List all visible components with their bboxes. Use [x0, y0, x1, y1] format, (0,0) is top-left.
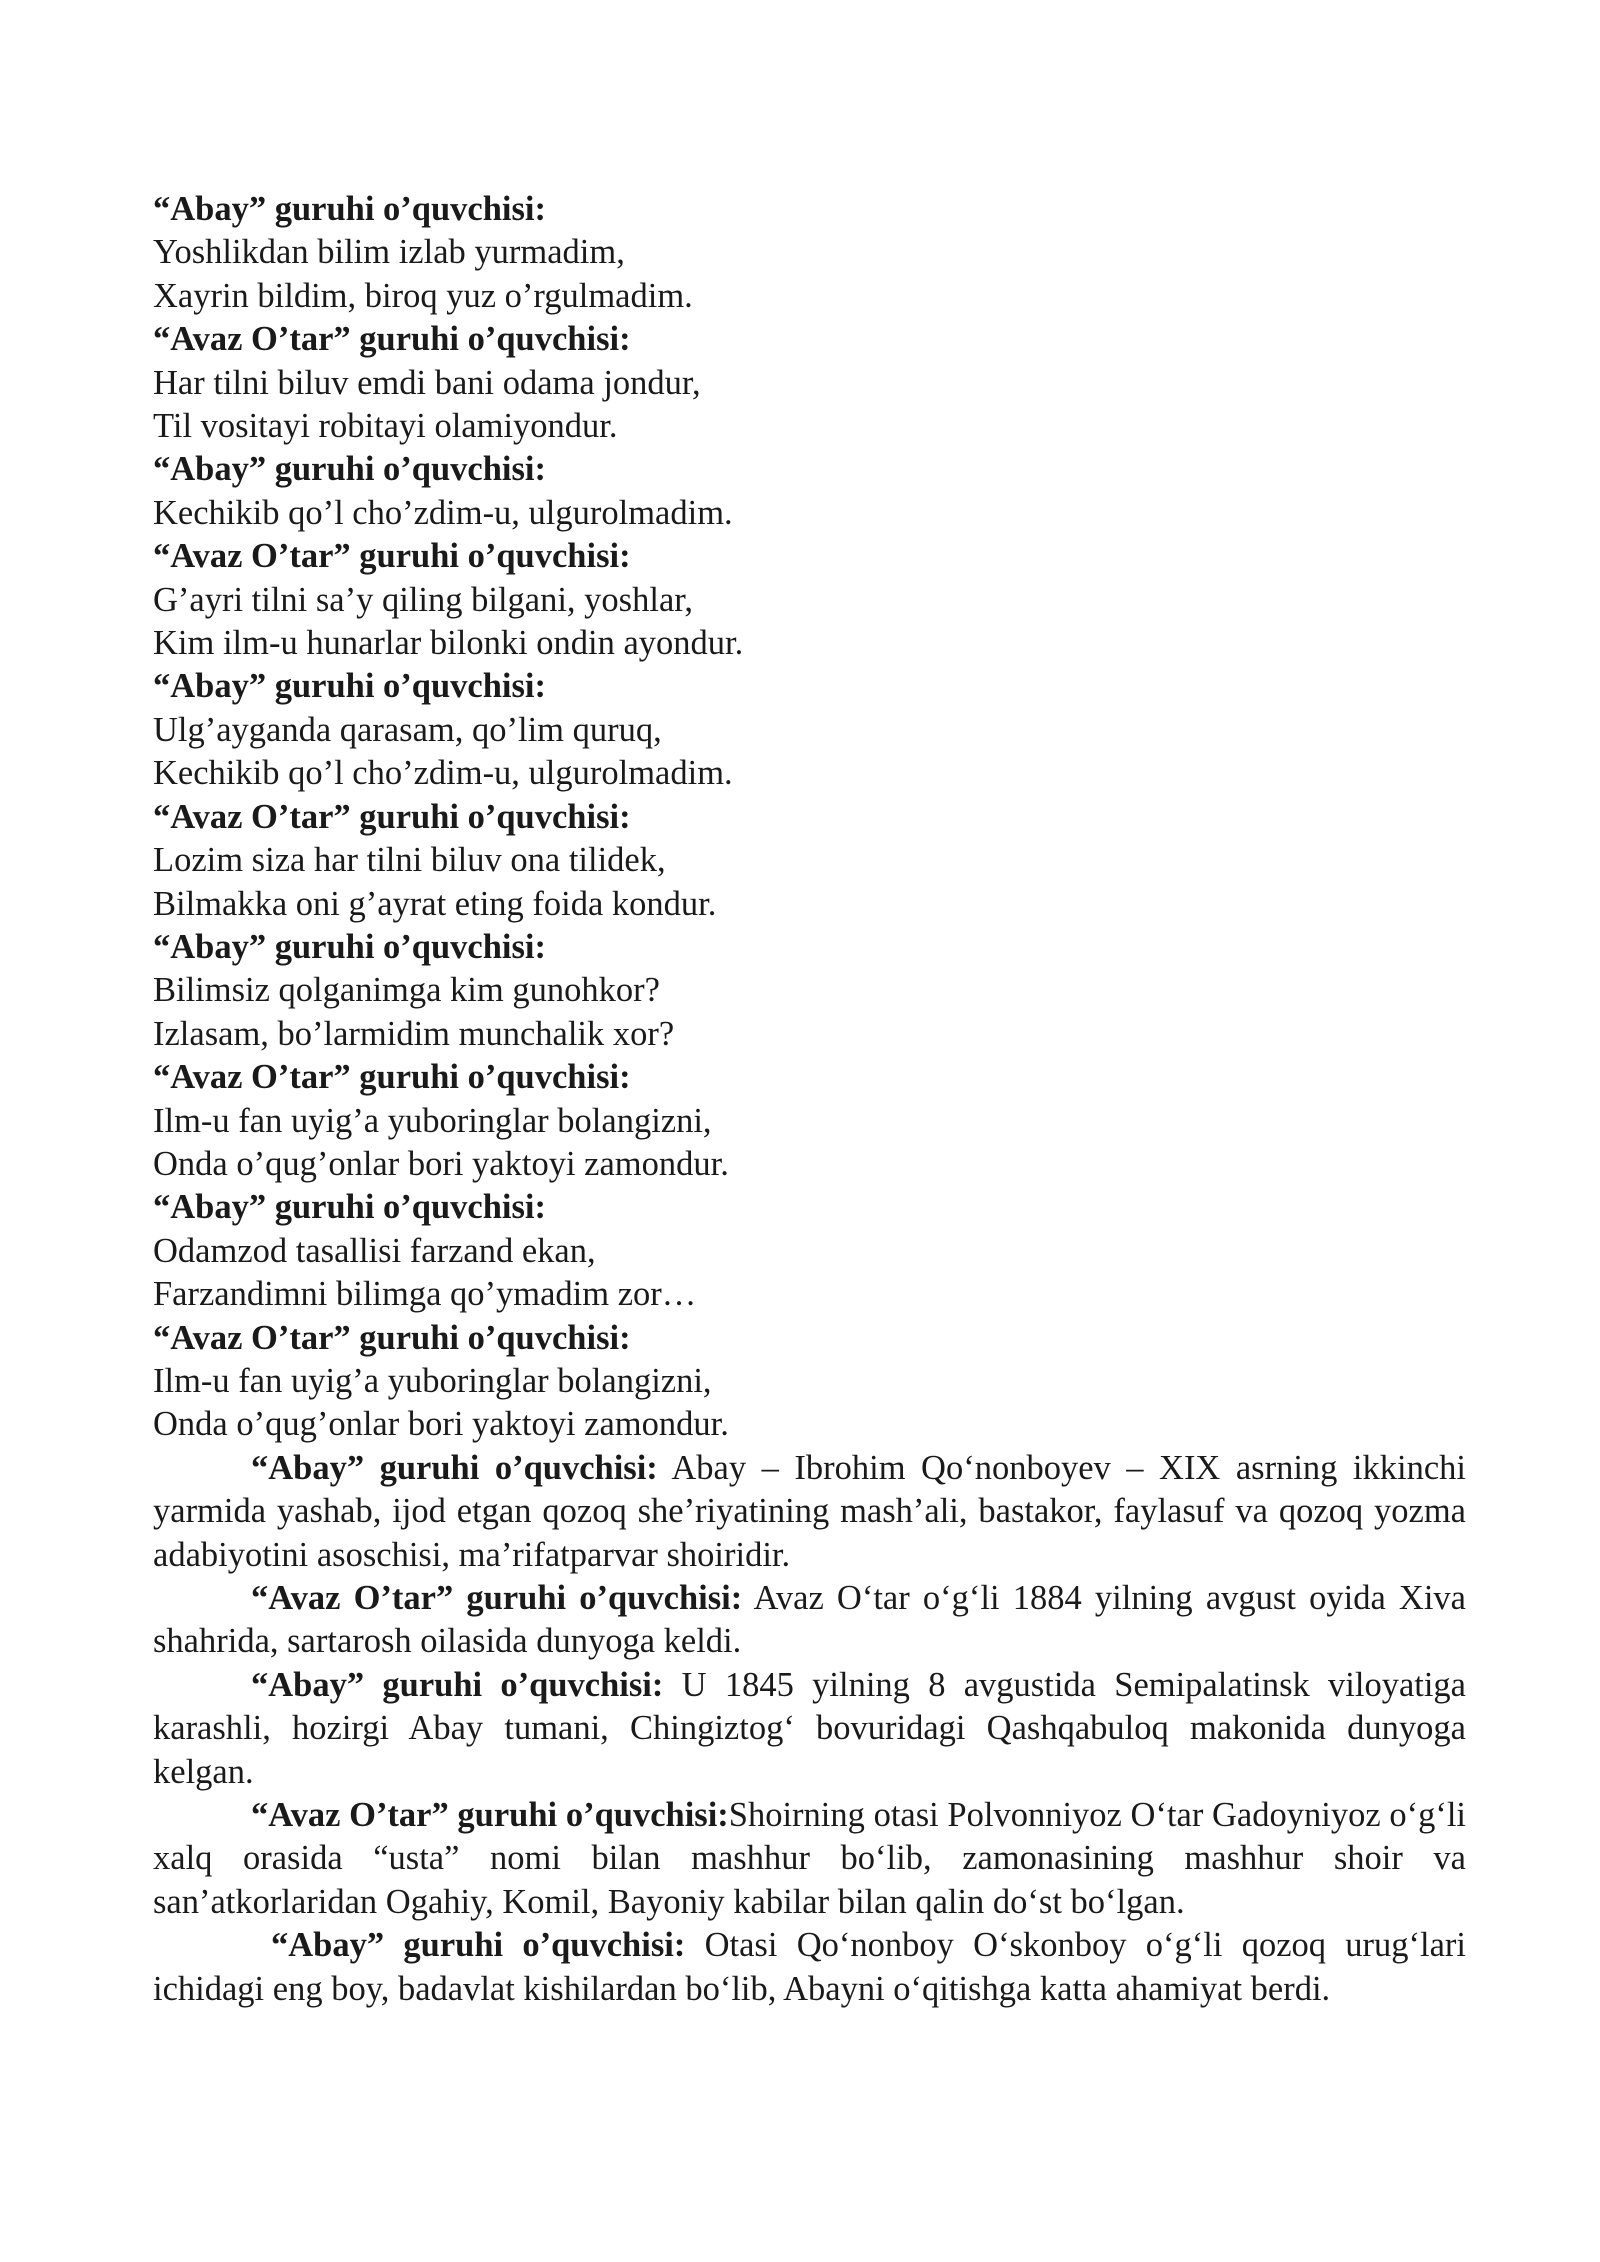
verse-line: Kechikib qo’l cho’zdim-u, ulgurolmadim.	[153, 493, 733, 532]
dialogue-block	[153, 665, 1466, 795]
verse-line: Izlasam, bo’larmidim munchalik xor?	[153, 1014, 675, 1053]
dialogue-block	[153, 448, 1466, 535]
prose-paragraph	[153, 1577, 1466, 1664]
paragraph-text: Shoirning otasi Polvonniyoz O‘tar Gadoyniyoz o‘g‘li xalq orasida “usta” nomi bilan mashhur bo‘lib, zamonasining mashhur shoir va san’atkorlaridan Ogahiy, Komil, Bayoniy kabilar bilan qalin do‘st bo‘lgan.	[153, 1796, 1466, 1921]
verse-line: Kim ilm-u hunarlar bilonki ondin ayondur.	[153, 624, 744, 663]
paragraph-text: Otasi Qo‘nonboy O‘skonboy o‘g‘li qozoq urug‘lari ichidagi eng boy, badavlat kishilardan bo‘lib, Abayni o‘qitishga katta ahamiyat berdi.	[153, 1926, 1466, 2008]
speaker-label: “Abay” guruhi o’quvchisi:	[153, 927, 547, 966]
speaker-label: “Avaz O’tar” guruhi o’quvchisi:	[153, 797, 631, 836]
verse-line: Kechikib qo’l cho’zdim-u, ulgurolmadim.	[153, 754, 733, 793]
speaker-label: “Avaz O’tar” guruhi o’quvchisi:	[153, 537, 631, 576]
dialogue-block	[153, 926, 1466, 1056]
speaker-label: “Abay” guruhi o’quvchisi:	[153, 450, 547, 489]
dialogue-block	[153, 1056, 1466, 1186]
dialogue-block	[153, 535, 1466, 665]
speaker-label: “Abay” guruhi o’quvchisi:	[153, 1188, 547, 1227]
speaker-label: “Abay” guruhi o’quvchisi:	[271, 1926, 686, 1965]
verse-line: Til vositayi robitayi olamiyondur.	[153, 407, 618, 446]
speaker-label: “Avaz O’tar” guruhi o’quvchisi:	[153, 320, 631, 359]
verse-line: Har tilni biluv emdi bani odama jondur,	[153, 363, 701, 402]
document-page	[153, 188, 1466, 2011]
verse-line: Ulg’ayganda qarasam, qo’lim quruq,	[153, 710, 662, 749]
speaker-label: “Avaz O’tar” guruhi o’quvchisi:	[251, 1796, 729, 1835]
verse-line: G’ayri tilni sa’y qiling bilgani, yoshlar,	[153, 580, 693, 619]
paragraph-text: Avaz O‘tar o‘g‘li 1884 yilning avgust oyida Xiva shahrida, sartarosh oilasida dunyoga keldi.	[153, 1579, 1466, 1661]
prose-paragraph	[153, 1664, 1466, 1794]
verse-line: Ilm-u fan uyig’a yuboringlar bolangizni,	[153, 1361, 712, 1400]
verse-line: Bilimsiz qolganimga kim gunohkor?	[153, 971, 660, 1010]
verse-line: Farzandimni bilimga qo’ymadim zor…	[153, 1275, 697, 1314]
verse-line: Onda o’qug’onlar bori yaktoyi zamondur.	[153, 1144, 729, 1183]
speaker-label: “Avaz O’tar” guruhi o’quvchisi:	[153, 1058, 631, 1097]
prose-paragraph	[153, 1924, 1466, 2011]
dialogue-block	[153, 1317, 1466, 1447]
paragraph-text: U 1845 yilning 8 avgustida Semipalatinsk viloyatiga karashli, hozirgi Abay tumani, Chingiztog‘ bovuridagi Qashqabuloq makonida dunyoga kelgan.	[153, 1665, 1466, 1791]
verse-line: Lozim siza har tilni biluv ona tilidek,	[153, 841, 666, 880]
verse-line: Xayrin bildim, biroq yuz o’rgulmadim.	[153, 276, 693, 315]
speaker-label: “Avaz O’tar” guruhi o’quvchisi:	[251, 1579, 743, 1617]
verse-line: Ilm-u fan uyig’a yuboringlar bolangizni,	[153, 1101, 712, 1140]
verse-line: Yoshlikdan bilim izlab yurmadim,	[153, 233, 625, 272]
verse-line: Bilmakka oni g’ayrat eting foida kondur.	[153, 884, 717, 923]
speaker-label: “Abay” guruhi o’quvchisi:	[153, 190, 547, 228]
verse-line: Odamzod tasallisi farzand ekan,	[153, 1231, 596, 1270]
prose-paragraph	[153, 1794, 1466, 1924]
prose-paragraph	[153, 1447, 1466, 1577]
dialogue-block	[153, 1186, 1466, 1316]
speaker-label: “Abay” guruhi o’quvchisi:	[153, 667, 547, 706]
speaker-label: “Abay” guruhi o’quvchisi:	[251, 1448, 658, 1487]
dialogue-block	[153, 318, 1466, 448]
verse-line: Onda o’qug’onlar bori yaktoyi zamondur.	[153, 1405, 729, 1444]
dialogue-block	[153, 796, 1466, 926]
speaker-label: “Avaz O’tar” guruhi o’quvchisi:	[153, 1318, 631, 1357]
speaker-label: “Abay” guruhi o’quvchisi:	[251, 1665, 664, 1704]
paragraph-text: Abay – Ibrohim Qo‘nonboyev – XIX asrning ikkinchi yarmida yashab, ijod etgan qozoq she’riyatining mash’ali, bastakor, faylasuf va qozoq yozma adabiyotini asoschisi, ma’rifatparvar shoiridir.	[153, 1448, 1466, 1574]
dialogue-block	[153, 188, 1466, 318]
